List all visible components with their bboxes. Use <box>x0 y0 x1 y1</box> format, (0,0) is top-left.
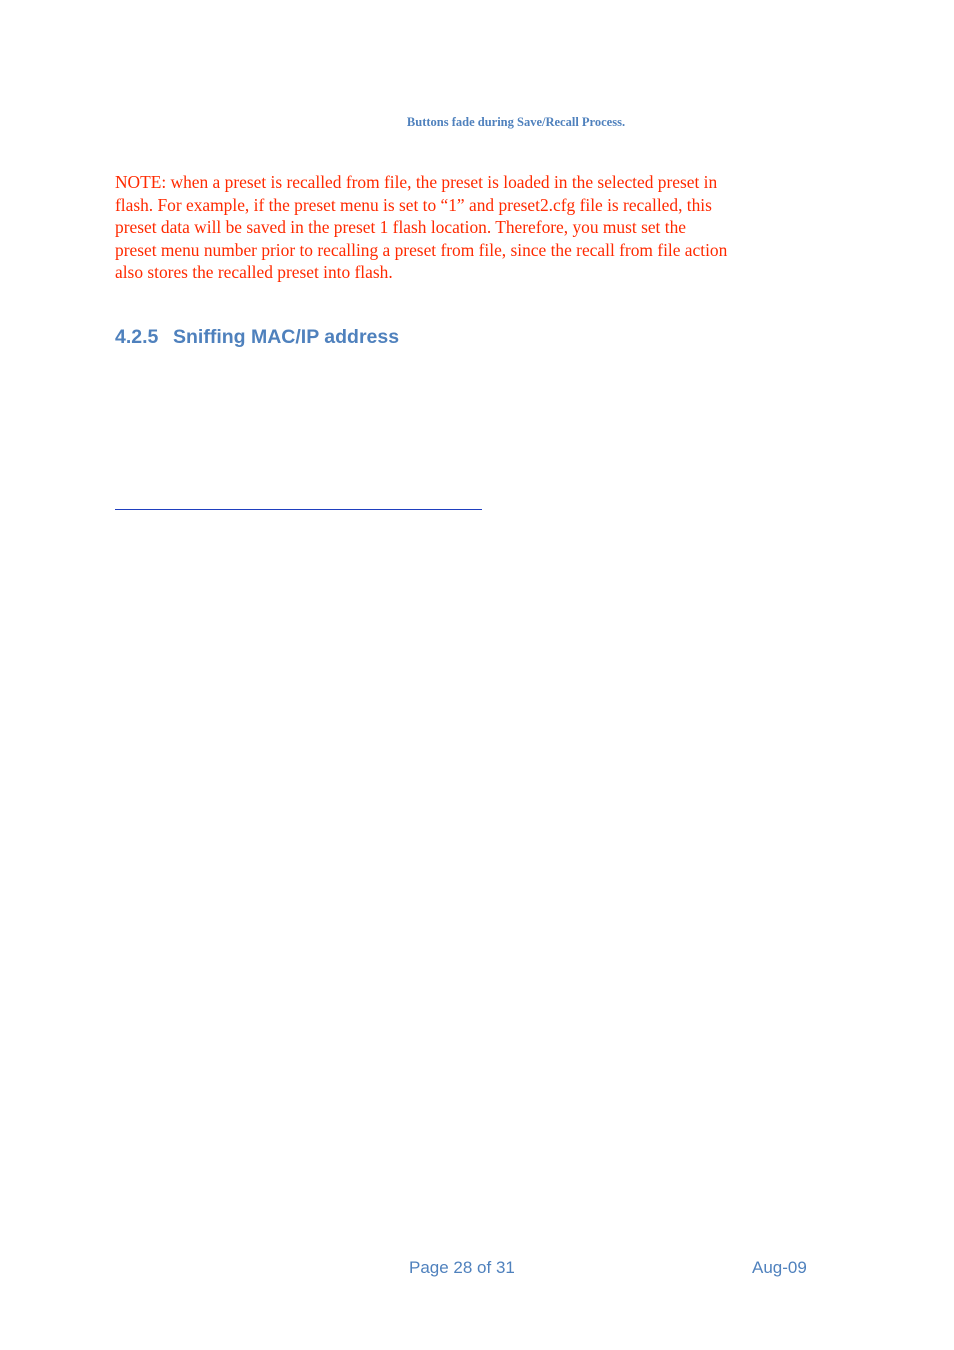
page-number: Page 28 of 31 <box>409 1258 515 1277</box>
section-title: Sniffing MAC/IP address <box>173 326 400 348</box>
section-number: 4.2.5 <box>115 326 159 348</box>
footer-date: Aug-09 <box>752 1258 807 1277</box>
note-line: preset menu number prior to recalling a preset from file, since the recall from file action <box>115 239 728 260</box>
note-line: NOTE: when a preset is recalled from file, the preset is loaded in the selected preset in <box>115 172 718 192</box>
section-heading <box>115 326 399 349</box>
note-line: flash. For example, if the preset menu is set to “1” and preset2.cfg file is recalled, this <box>115 194 712 215</box>
note-paragraph <box>115 171 855 284</box>
figure-caption: Buttons fade during Save/Recall Process. <box>406 115 626 129</box>
note-line: preset data will be saved in the preset 1 flash location. Therefore, you must set the <box>115 217 686 237</box>
note-line: also stores the recalled preset into flash. <box>115 262 393 282</box>
footnote-separator <box>115 509 482 510</box>
